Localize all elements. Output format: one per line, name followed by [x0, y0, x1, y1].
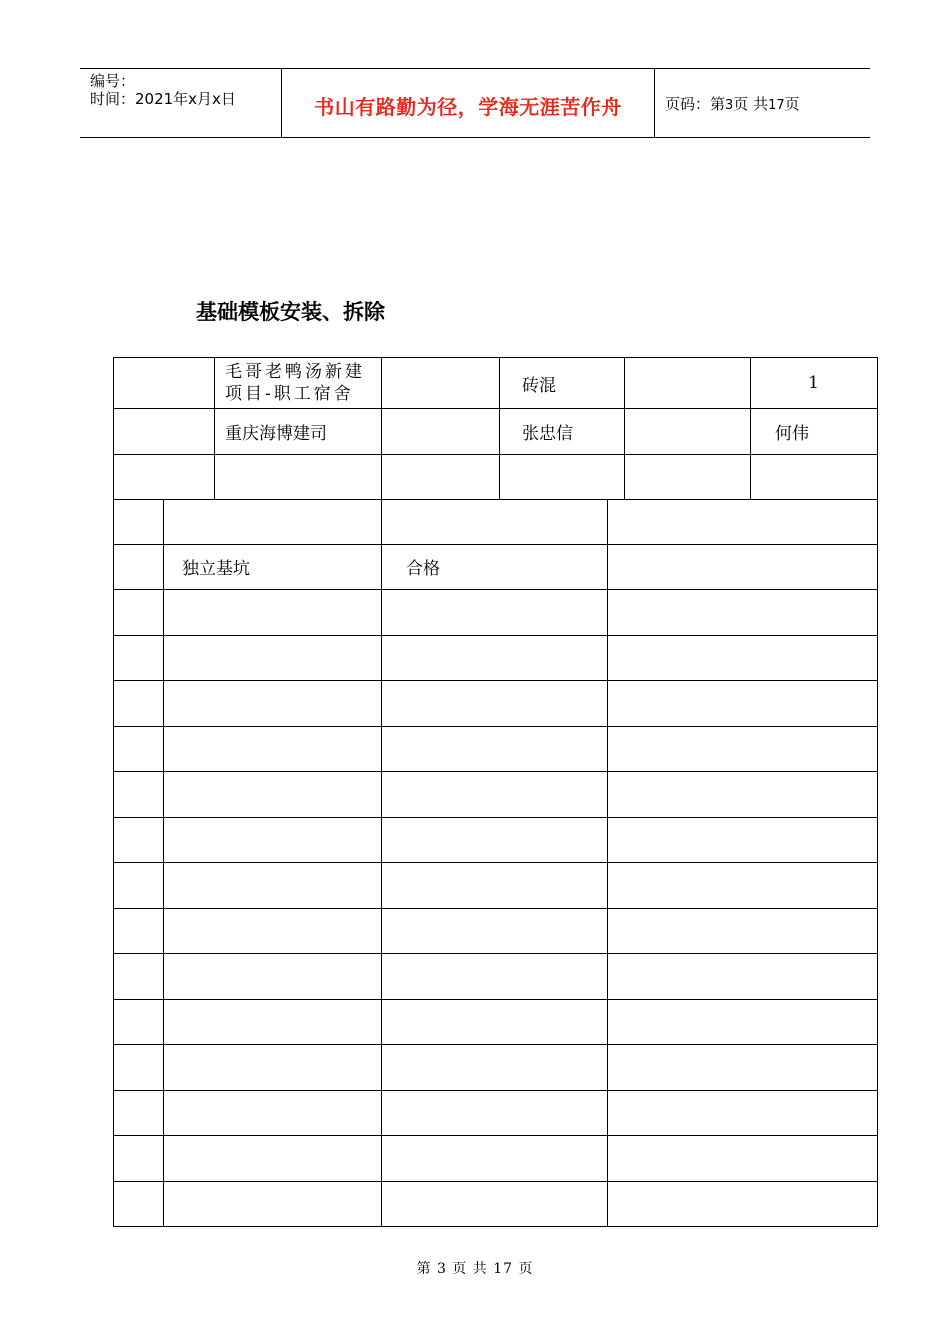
table-row — [114, 908, 878, 954]
part-cell: 独立基坑 — [164, 544, 382, 590]
info-cell — [382, 409, 500, 455]
note-cell — [608, 635, 878, 681]
table-row — [114, 999, 878, 1045]
row-index-cell — [114, 772, 164, 818]
table-row — [114, 590, 878, 636]
person-a-value: 张忠信 — [500, 409, 625, 455]
part-cell — [164, 1136, 382, 1182]
note-cell — [608, 999, 878, 1045]
table-row — [114, 772, 878, 818]
note-cell — [608, 1181, 878, 1227]
info-cell — [500, 455, 625, 500]
table-row — [114, 1136, 878, 1182]
part-cell — [164, 999, 382, 1045]
header-meta — [90, 72, 236, 108]
row-index-cell — [114, 863, 164, 909]
note-cell — [608, 908, 878, 954]
inspection-table — [113, 499, 878, 1227]
part-cell — [164, 1090, 382, 1136]
row-index-cell — [114, 817, 164, 863]
structure-value: 砖混 — [500, 358, 625, 409]
info-cell — [751, 455, 878, 500]
table-row — [114, 544, 878, 590]
result-cell — [382, 999, 608, 1045]
part-cell — [164, 590, 382, 636]
info-cell — [114, 358, 215, 409]
part-cell — [164, 1181, 382, 1227]
part-cell — [164, 772, 382, 818]
result-cell — [382, 1090, 608, 1136]
info-cell — [382, 455, 500, 500]
row-index-cell — [114, 726, 164, 772]
part-cell — [164, 726, 382, 772]
row-index-cell — [114, 544, 164, 590]
table-row — [114, 1090, 878, 1136]
page-total: 17 — [768, 98, 785, 113]
result-cell — [382, 1136, 608, 1182]
part-cell — [164, 954, 382, 1000]
part-cell — [164, 1045, 382, 1091]
part-cell — [164, 681, 382, 727]
note-cell — [608, 499, 878, 544]
row-index-cell — [114, 635, 164, 681]
header-divider — [654, 69, 655, 137]
page-current: 3 — [725, 98, 734, 113]
page-middle: 页 共 — [733, 95, 769, 113]
row-index-cell — [114, 681, 164, 727]
table-row — [114, 726, 878, 772]
note-cell — [608, 863, 878, 909]
part-cell — [164, 817, 382, 863]
row-index-cell — [114, 1136, 164, 1182]
row-index-cell — [114, 1181, 164, 1227]
note-cell — [608, 954, 878, 1000]
count-value: 1 — [751, 358, 878, 409]
table-row — [114, 863, 878, 909]
result-cell: 合格 — [382, 544, 608, 590]
result-cell — [382, 863, 608, 909]
table-row — [114, 635, 878, 681]
person-b-value: 何伟 — [751, 409, 878, 455]
note-cell — [608, 544, 878, 590]
number-label: 编号： — [90, 72, 136, 90]
time-label: 时间：2021年x月x日 — [90, 90, 236, 108]
project-name-value: 毛哥老鸭汤新建项目-职工宿舍 — [215, 358, 382, 409]
result-cell — [382, 499, 608, 544]
page-footer: 第 3 页 共 17 页 — [416, 1261, 534, 1277]
info-cell — [625, 409, 751, 455]
row-index-cell — [114, 999, 164, 1045]
table-row — [114, 817, 878, 863]
document-title: 基础模板安装、拆除 — [196, 300, 385, 324]
row-index-cell — [114, 954, 164, 1000]
info-cell — [382, 358, 500, 409]
result-cell — [382, 1181, 608, 1227]
row-index-cell — [114, 1045, 164, 1091]
result-cell — [382, 590, 608, 636]
part-cell — [164, 863, 382, 909]
note-cell — [608, 817, 878, 863]
part-cell — [164, 635, 382, 681]
result-cell — [382, 726, 608, 772]
note-cell — [608, 726, 878, 772]
part-cell — [164, 908, 382, 954]
note-cell — [608, 1090, 878, 1136]
result-cell — [382, 954, 608, 1000]
info-cell — [114, 455, 215, 500]
result-cell — [382, 1045, 608, 1091]
page-prefix: 页码：第 — [665, 95, 726, 113]
info-row — [114, 358, 878, 409]
info-cell — [114, 409, 215, 455]
info-cell — [215, 455, 382, 500]
result-cell — [382, 908, 608, 954]
row-index-cell — [114, 908, 164, 954]
table-row — [114, 1181, 878, 1227]
result-cell — [382, 817, 608, 863]
note-cell — [608, 590, 878, 636]
page-suffix: 页 — [784, 95, 800, 113]
table-row — [114, 681, 878, 727]
result-cell — [382, 635, 608, 681]
company-value: 重庆海博建司 — [215, 409, 382, 455]
note-cell — [608, 772, 878, 818]
table-row — [114, 954, 878, 1000]
page-header — [80, 68, 870, 138]
info-cell — [625, 358, 751, 409]
note-cell — [608, 1045, 878, 1091]
header-motto: 书山有路勤为径，学海无涯苦作舟 — [314, 95, 622, 119]
info-cell — [625, 455, 751, 500]
result-cell — [382, 681, 608, 727]
note-cell — [608, 1136, 878, 1182]
row-index-cell — [114, 1090, 164, 1136]
part-cell — [164, 499, 382, 544]
table-row — [114, 1045, 878, 1091]
result-cell — [382, 772, 608, 818]
info-row — [114, 409, 878, 455]
row-index-cell — [114, 590, 164, 636]
row-index-cell — [114, 499, 164, 544]
header-page-info — [665, 93, 800, 114]
info-row — [114, 455, 878, 500]
note-cell — [608, 681, 878, 727]
info-table — [113, 357, 878, 500]
table-row — [114, 499, 878, 544]
